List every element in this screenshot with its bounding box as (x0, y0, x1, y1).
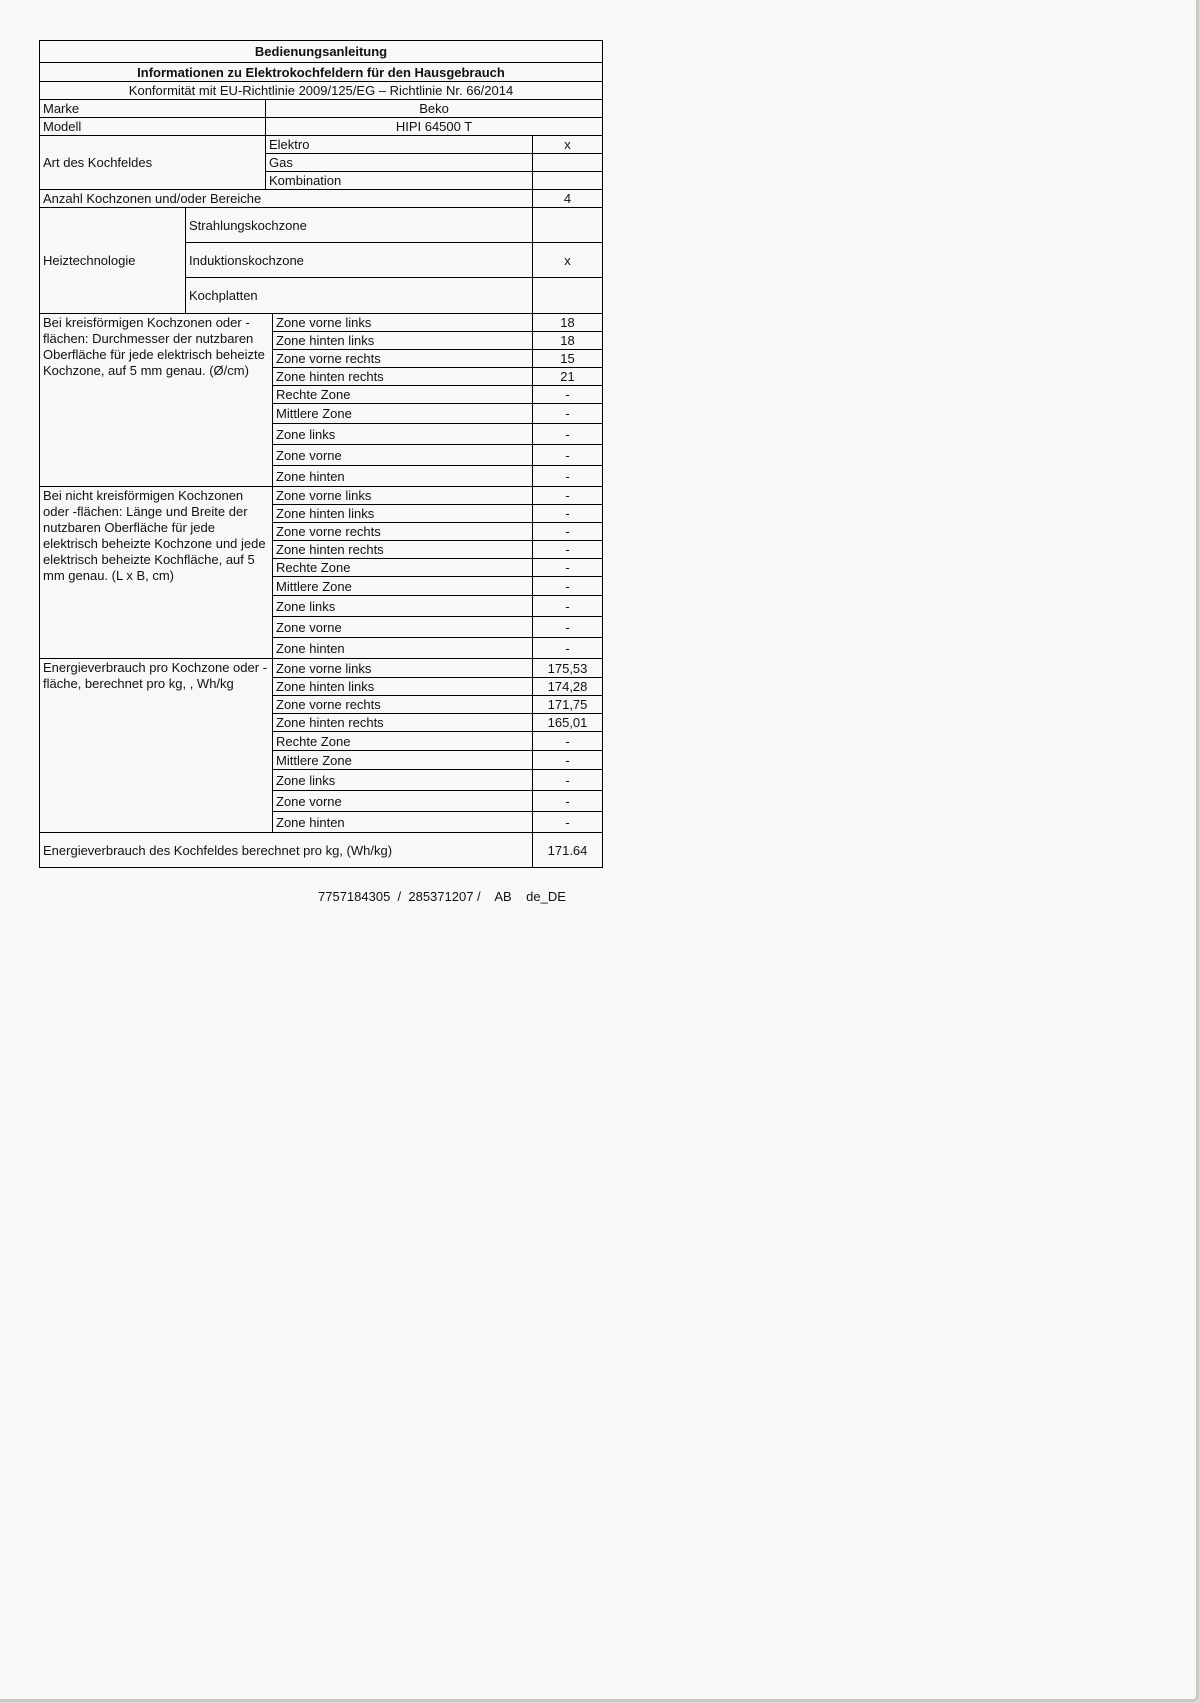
zone-name: Zone links (273, 596, 533, 617)
zone-name: Zone hinten (273, 466, 533, 487)
zone-name: Zone hinten rechts (273, 541, 533, 559)
zone-value: - (533, 732, 603, 751)
zone-value: - (533, 487, 603, 505)
zone-name: Zone hinten (273, 812, 533, 833)
energy-per-zone-label: Energieverbrauch pro Kochzone oder -fläche, berechnet pro kg, , Wh/kg (40, 659, 273, 833)
hob-type-value (533, 154, 603, 172)
zone-name: Zone links (273, 424, 533, 445)
zone-name: Zone vorne rechts (273, 350, 533, 368)
hob-type-name: Gas (266, 154, 533, 172)
model-label: Modell (40, 118, 266, 136)
zone-count-label: Anzahl Kochzonen und/oder Bereiche (40, 190, 533, 208)
zone-value: - (533, 505, 603, 523)
zone-value: - (533, 638, 603, 659)
zone-value: - (533, 770, 603, 791)
noncircular-zones-label: Bei nicht kreisförmigen Kochzonen oder -flächen: Länge und Breite der nutzbaren Oberfläche für jede elektrisch beheizte Kochzone und jede elektrisch beheizte Kochfläche, auf 5 mm genau. (L x B, cm) (40, 487, 273, 659)
zone-name: Zone vorne links (273, 659, 533, 678)
zone-name: Zone vorne rechts (273, 696, 533, 714)
zone-value: - (533, 559, 603, 577)
model-value: HIPI 64500 T (266, 118, 603, 136)
energy-total-label: Energieverbrauch des Kochfeldes berechnet pro kg, (Wh/kg) (40, 833, 533, 868)
heating-name: Induktionskochzone (186, 243, 533, 278)
zone-name: Mittlere Zone (273, 404, 533, 424)
zone-name: Zone hinten rechts (273, 368, 533, 386)
zone-value: - (533, 523, 603, 541)
zone-name: Zone hinten (273, 638, 533, 659)
zone-value: - (533, 541, 603, 559)
zone-value: - (533, 466, 603, 487)
energy-total-value: 171.64 (533, 833, 603, 868)
brand-label: Marke (40, 100, 266, 118)
zone-name: Rechte Zone (273, 559, 533, 577)
heating-value (533, 278, 603, 314)
zone-value: 174,28 (533, 678, 603, 696)
zone-value: 175,53 (533, 659, 603, 678)
zone-name: Zone hinten links (273, 678, 533, 696)
zone-name: Zone hinten rechts (273, 714, 533, 732)
zone-name: Zone vorne rechts (273, 523, 533, 541)
zone-value: - (533, 596, 603, 617)
zone-name: Zone vorne (273, 617, 533, 638)
conformity-note: Konformität mit EU-Richtlinie 2009/125/EG – Richtlinie Nr. 66/2014 (40, 82, 603, 100)
zone-value: - (533, 404, 603, 424)
energy-info-table (39, 40, 603, 868)
hob-type-value (533, 172, 603, 190)
zone-name: Zone hinten links (273, 332, 533, 350)
zone-name: Rechte Zone (273, 732, 533, 751)
document-subtitle: Informationen zu Elektrokochfeldern für den Hausgebrauch (40, 63, 603, 82)
zone-name: Mittlere Zone (273, 751, 533, 770)
zone-value: - (533, 424, 603, 445)
zone-name: Zone vorne links (273, 487, 533, 505)
zone-name: Mittlere Zone (273, 577, 533, 596)
hob-type-label: Art des Kochfeldes (40, 136, 266, 190)
zone-value: - (533, 445, 603, 466)
heating-label: Heiztechnologie (40, 208, 186, 314)
document-footer: 7757184305 / 285371207 / AB de_DE (318, 889, 566, 904)
hob-type-name: Elektro (266, 136, 533, 154)
heating-value: x (533, 243, 603, 278)
zone-value: - (533, 791, 603, 812)
zone-name: Rechte Zone (273, 386, 533, 404)
zone-value: - (533, 386, 603, 404)
zone-name: Zone vorne links (273, 314, 533, 332)
heating-name: Strahlungskochzone (186, 208, 533, 243)
zone-value: 15 (533, 350, 603, 368)
zone-value: 21 (533, 368, 603, 386)
zone-name: Zone vorne (273, 445, 533, 466)
hob-type-value: x (533, 136, 603, 154)
zone-name: Zone hinten links (273, 505, 533, 523)
zone-value: 18 (533, 314, 603, 332)
heating-value (533, 208, 603, 243)
zone-value: 165,01 (533, 714, 603, 732)
zone-value: 18 (533, 332, 603, 350)
hob-type-name: Kombination (266, 172, 533, 190)
zone-name: Zone links (273, 770, 533, 791)
zone-value: - (533, 812, 603, 833)
zone-value: - (533, 577, 603, 596)
circular-zones-label: Bei kreisförmigen Kochzonen oder -flächen: Durchmesser der nutzbaren Oberfläche für jede elektrisch beheizte Kochzone, auf 5 mm genau. (Ø/cm) (40, 314, 273, 487)
document-title: Bedienungsanleitung (40, 41, 603, 63)
zone-value: - (533, 617, 603, 638)
zone-value: 171,75 (533, 696, 603, 714)
zone-name: Zone vorne (273, 791, 533, 812)
zone-value: - (533, 751, 603, 770)
heating-name: Kochplatten (186, 278, 533, 314)
brand-value: Beko (266, 100, 603, 118)
zone-count-value: 4 (533, 190, 603, 208)
